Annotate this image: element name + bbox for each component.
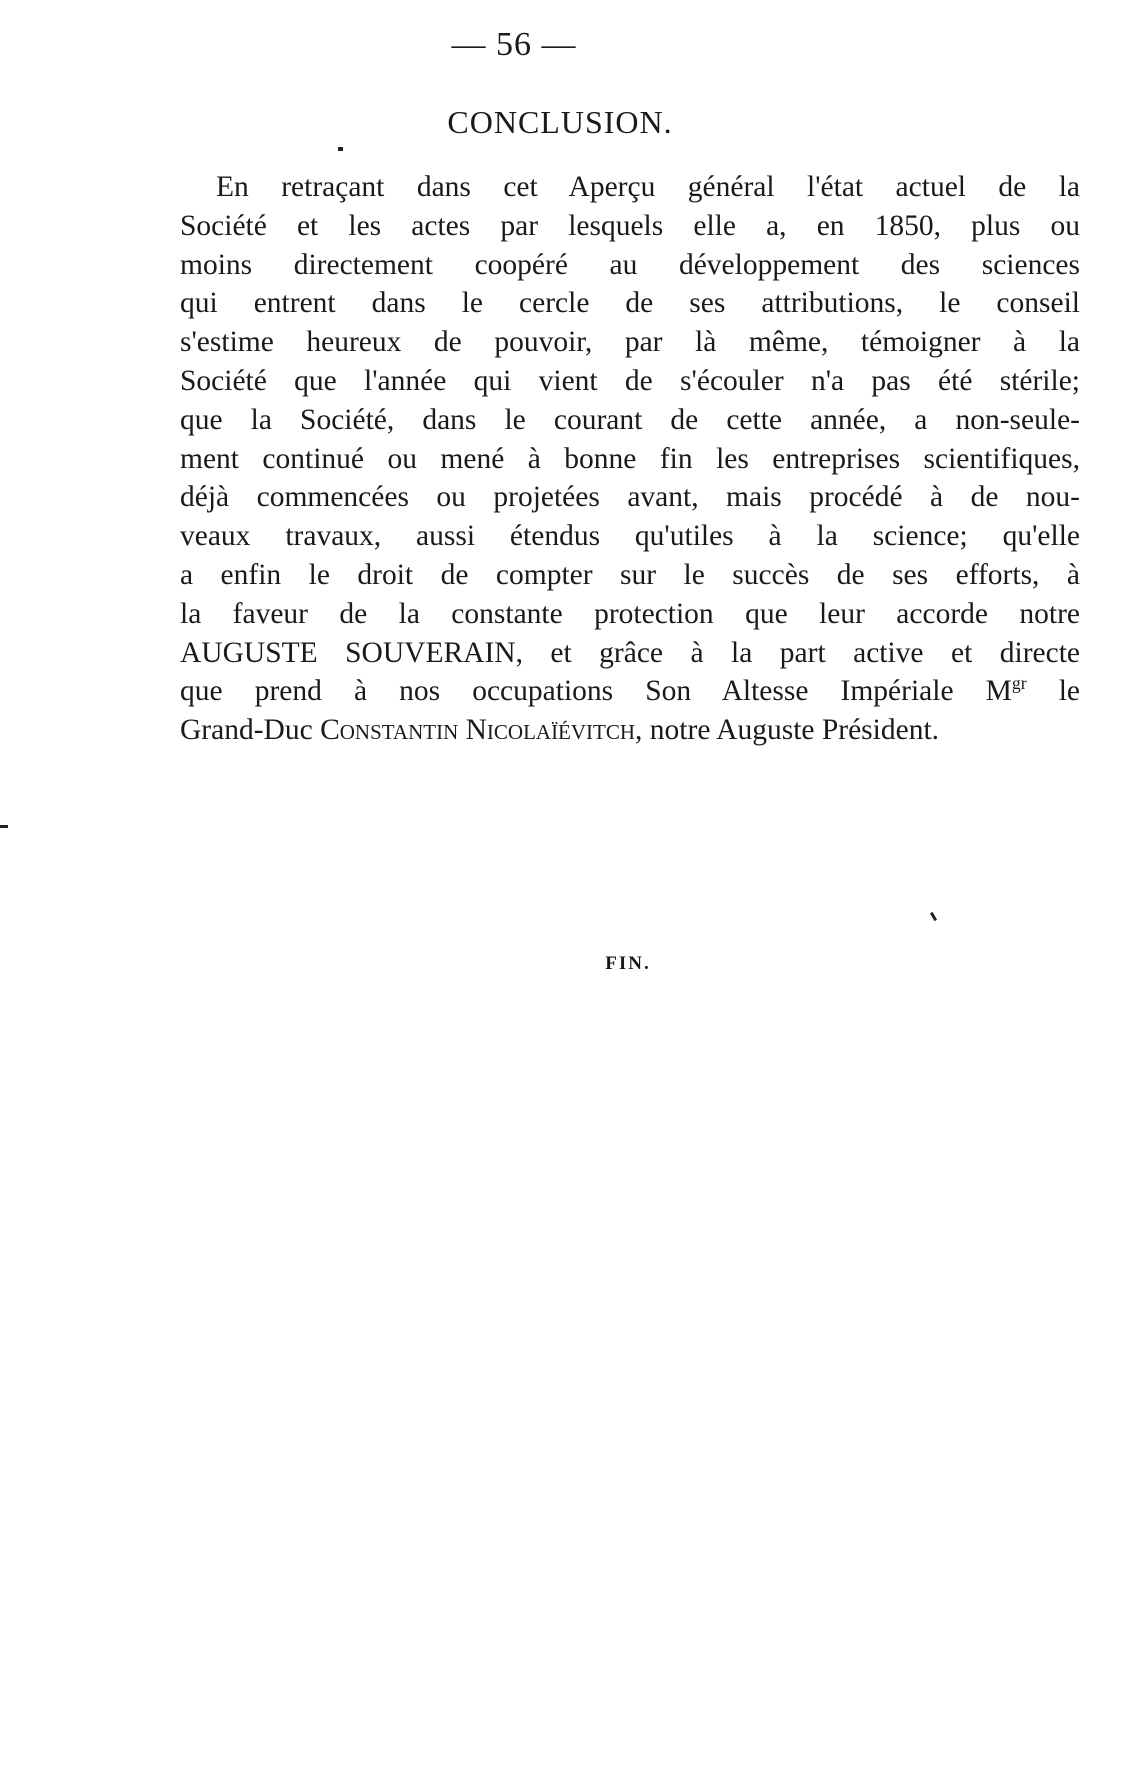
end-mark: FIN. [605, 953, 651, 974]
body-paragraph [180, 168, 1080, 750]
paragraph-line: Société et les actes par lesquels elle a, en 1850, plus ou [180, 209, 1080, 242]
paragraph-line: ment continué ou mené à bonne fin les entreprises scientifiques, [180, 442, 1080, 475]
person-name: Constantin Nicolaïévitch [320, 714, 636, 747]
paragraph-line: moins directement coopéré au développement des sciences [180, 248, 1080, 281]
paragraph-line: veaux travaux, aussi étendus qu'utiles à la science; qu'elle [180, 520, 1080, 553]
paragraph-line: En retraçant dans cet Aperçu général l'état actuel de la [216, 171, 1080, 203]
paragraph-line: s'estime heureux de pouvoir, par là même, témoigner à la [180, 326, 1080, 359]
paragraph-line-last [180, 711, 1080, 750]
line-text: , notre Auguste Président. [635, 714, 940, 747]
scan-speck [0, 825, 8, 828]
paragraph-line: que la Société, dans le courant de cette année, a non-seule- [180, 403, 1080, 436]
scan-speck [338, 147, 343, 151]
page-number: — 56 — [451, 26, 577, 63]
superscript-abbrev: gr [1011, 673, 1027, 694]
paragraph-line: Société que l'année qui vient de s'écouler n'a pas été stérile; [180, 364, 1080, 397]
paragraph-line [180, 672, 1080, 711]
line-text: Grand-Duc [180, 714, 321, 747]
scan-speck [930, 912, 937, 921]
paragraph-line: a enfin le droit de compter sur le succès de ses efforts, à [180, 558, 1080, 591]
paragraph-line: qui entrent dans le cercle de ses attributions, le conseil [180, 287, 1080, 320]
section-heading: CONCLUSION. [447, 104, 673, 140]
paragraph-line: la faveur de la constante protection que leur accorde notre [180, 597, 1080, 630]
line-text: que prend à nos occupations Son Altesse Impériale M [180, 675, 1012, 708]
line-text: le [1026, 675, 1080, 708]
paragraph-line: AUGUSTE SOUVERAIN, et grâce à la part active et directe [180, 636, 1080, 669]
paragraph-line: déjà commencées ou projetées avant, mais procédé à de nou- [180, 481, 1080, 514]
